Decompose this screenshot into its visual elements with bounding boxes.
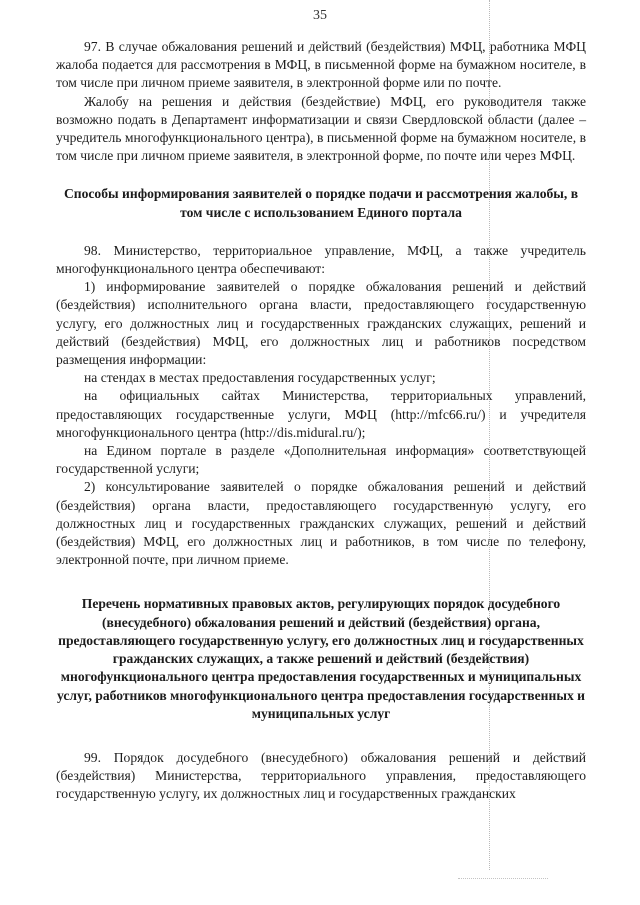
paragraph-98-item-2: 2) консультирование заявителей о порядке обжалования решений и действий (бездействия) органа власти, предоставляющего государственную услугу, его должностных лиц и государственных гражданских служащих, решений и действий (бездействия) МФЦ, его должностных лиц и работников, в том числе по телефону, электронной почте, при личном приеме. — [56, 479, 586, 568]
paragraph-99: 99. Порядок досудебного (внесудебного) обжалования решений и действий (бездействия) Министерства, территориального управления, предоставляющего государственную услугу, их должностных лиц и государственных гражданских — [56, 749, 586, 802]
paragraph-98-websites: на официальных сайтах Министерства, территориальных управлений, предоставляющих государственные услуги, МФЦ (http://mfc66.ru/) и учредителя многофункционального центра (http://dis.midural.ru/); — [56, 388, 586, 440]
section-heading-legal-acts: Перечень нормативных правовых актов, регулирующих порядок досудебного (внесудебного) обжалования решений и действий (бездействия) органа, предоставляющего государственную услугу, его должностных лиц и государственных гражданских служащих, а также решений и действий (бездействия) многофункционального центра предоставления государственных и муниципальных услуг, работников многофункционального центра предоставления государственных и муниципальных услуг — [57, 596, 585, 721]
paragraph-98-portal: на Едином портале в разделе «Дополнительная информация» соответствующей государственной услуги; — [56, 443, 586, 477]
section-heading-informing: Способы информирования заявителей о порядке подачи и рассмотрения жалобы, в том числе с использованием Единого портала — [63, 186, 579, 220]
paragraph-98-item-1: 1) информирование заявителей о порядке обжалования решений и действий (бездействия) исполнительного органа власти, предоставляющего государственную услугу, его должностных лиц и государственных гражданских служащих, решений и действий (бездействия) МФЦ, его должностных лиц и работников посредством размещения информации: — [56, 279, 586, 368]
document-body — [56, 38, 586, 804]
scan-mark — [458, 878, 548, 879]
paragraph-98: 98. Министерство, территориальное управление, МФЦ, а также учредитель многофункционального центра обеспечивают: — [56, 242, 586, 277]
paragraph-97: 97. В случае обжалования решений и действий (бездействия) МФЦ, работника МФЦ жалоба подается для рассмотрения в МФЦ, в письменной форме на бумажном носителе, в том числе при личном приеме заявителя, в электронной форме или по почте. — [56, 39, 586, 91]
page-number: 35 — [313, 8, 327, 23]
paragraph-98-stands: на стендах в местах предоставления государственных услуг; — [84, 370, 436, 386]
paragraph-97-complaint: Жалобу на решения и действия (бездействие) МФЦ, его руководителя также возможно подать в Департамент информатизации и связи Свердловской области (далее – учредитель многофункционального центра), в письменной форме на бумажном носителе, в том числе при личном приеме заявителя, в электронной форме, по почте или через МФЦ. — [56, 93, 586, 164]
